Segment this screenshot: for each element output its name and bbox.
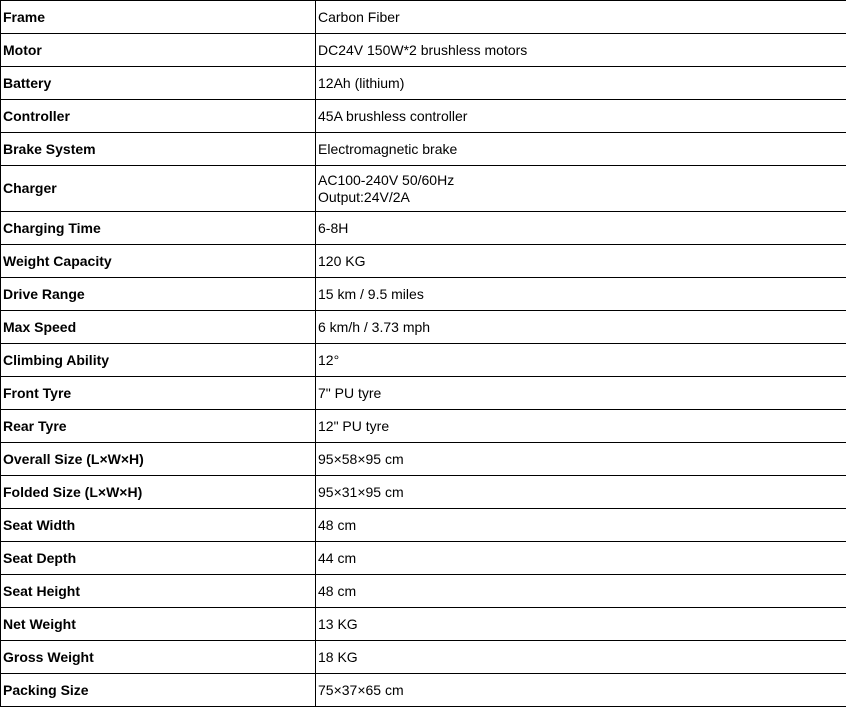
table-row <box>1 410 846 443</box>
spec-value-line: 6-8H <box>318 219 349 236</box>
table-row <box>1 166 846 212</box>
spec-value <box>316 476 846 509</box>
spec-label: Controller <box>1 100 316 133</box>
spec-value <box>316 509 846 542</box>
spec-value-line: 6 km/h / 3.73 mph <box>318 318 431 335</box>
spec-value-line: 95×58×95 cm <box>318 450 404 467</box>
spec-value-line: 44 cm <box>318 549 357 566</box>
spec-label: Folded Size (L×W×H) <box>1 476 316 509</box>
table-row <box>1 344 846 377</box>
table-row <box>1 133 846 166</box>
table-row <box>1 377 846 410</box>
spec-value <box>316 311 846 344</box>
spec-value <box>316 212 846 245</box>
table-row <box>1 67 846 100</box>
spec-label: Gross Weight <box>1 641 316 674</box>
table-row <box>1 674 846 707</box>
spec-value-line: 12Ah (lithium) <box>318 74 405 91</box>
table-row <box>1 476 846 509</box>
spec-value <box>316 133 846 166</box>
spec-value-line: 12° <box>318 351 340 368</box>
spec-label: Battery <box>1 67 316 100</box>
table-row <box>1 1 846 34</box>
spec-value <box>316 166 846 212</box>
spec-value <box>316 410 846 443</box>
spec-value-line: 75×37×65 cm <box>318 681 404 698</box>
spec-value <box>316 278 846 311</box>
spec-label: Drive Range <box>1 278 316 311</box>
table-row <box>1 575 846 608</box>
spec-value <box>316 67 846 100</box>
spec-label: Overall Size (L×W×H) <box>1 443 316 476</box>
spec-value-line: 15 km / 9.5 miles <box>318 285 424 302</box>
spec-value-line: Electromagnetic brake <box>318 140 458 157</box>
spec-value <box>316 608 846 641</box>
spec-value-line: 120 KG <box>318 252 366 269</box>
spec-value-line: 45A brushless controller <box>318 107 468 124</box>
spec-label: Charging Time <box>1 212 316 245</box>
table-row <box>1 542 846 575</box>
spec-label: Climbing Ability <box>1 344 316 377</box>
spec-value-line: Output:24V/2A <box>318 188 410 205</box>
spec-label: Max Speed <box>1 311 316 344</box>
spec-value-line: 18 KG <box>318 648 358 665</box>
table-row <box>1 100 846 133</box>
spec-value-line: Carbon Fiber <box>318 8 400 25</box>
table-row <box>1 509 846 542</box>
spec-value-line: 48 cm <box>318 516 357 533</box>
spec-label: Packing Size <box>1 674 316 707</box>
spec-label: Front Tyre <box>1 377 316 410</box>
spec-label: Seat Width <box>1 509 316 542</box>
spec-label: Rear Tyre <box>1 410 316 443</box>
spec-value <box>316 100 846 133</box>
spec-label: Frame <box>1 1 316 34</box>
spec-label: Brake System <box>1 133 316 166</box>
table-row <box>1 311 846 344</box>
spec-value <box>316 575 846 608</box>
spec-label: Weight Capacity <box>1 245 316 278</box>
table-row <box>1 34 846 67</box>
spec-label: Seat Depth <box>1 542 316 575</box>
spec-value-line: 12" PU tyre <box>318 417 390 434</box>
spec-value <box>316 344 846 377</box>
spec-label: Motor <box>1 34 316 67</box>
table-row <box>1 443 846 476</box>
spec-value <box>316 443 846 476</box>
spec-value <box>316 1 846 34</box>
table-row <box>1 245 846 278</box>
spec-value <box>316 245 846 278</box>
spec-value <box>316 34 846 67</box>
spec-label: Seat Height <box>1 575 316 608</box>
spec-value <box>316 542 846 575</box>
spec-value-line: 7" PU tyre <box>318 384 382 401</box>
spec-value <box>316 377 846 410</box>
table-row <box>1 212 846 245</box>
spec-value-line: 48 cm <box>318 582 357 599</box>
spec-value-line: AC100-240V 50/60Hz <box>318 171 455 188</box>
spec-table-body <box>1 1 846 707</box>
table-row <box>1 608 846 641</box>
table-row <box>1 278 846 311</box>
spec-value <box>316 641 846 674</box>
spec-value-line: DC24V 150W*2 brushless motors <box>318 41 528 58</box>
spec-label: Charger <box>1 166 316 212</box>
spec-value-line: 95×31×95 cm <box>318 483 404 500</box>
table-row <box>1 641 846 674</box>
spec-value-line: 13 KG <box>318 615 358 632</box>
spec-value <box>316 674 846 707</box>
spec-label: Net Weight <box>1 608 316 641</box>
